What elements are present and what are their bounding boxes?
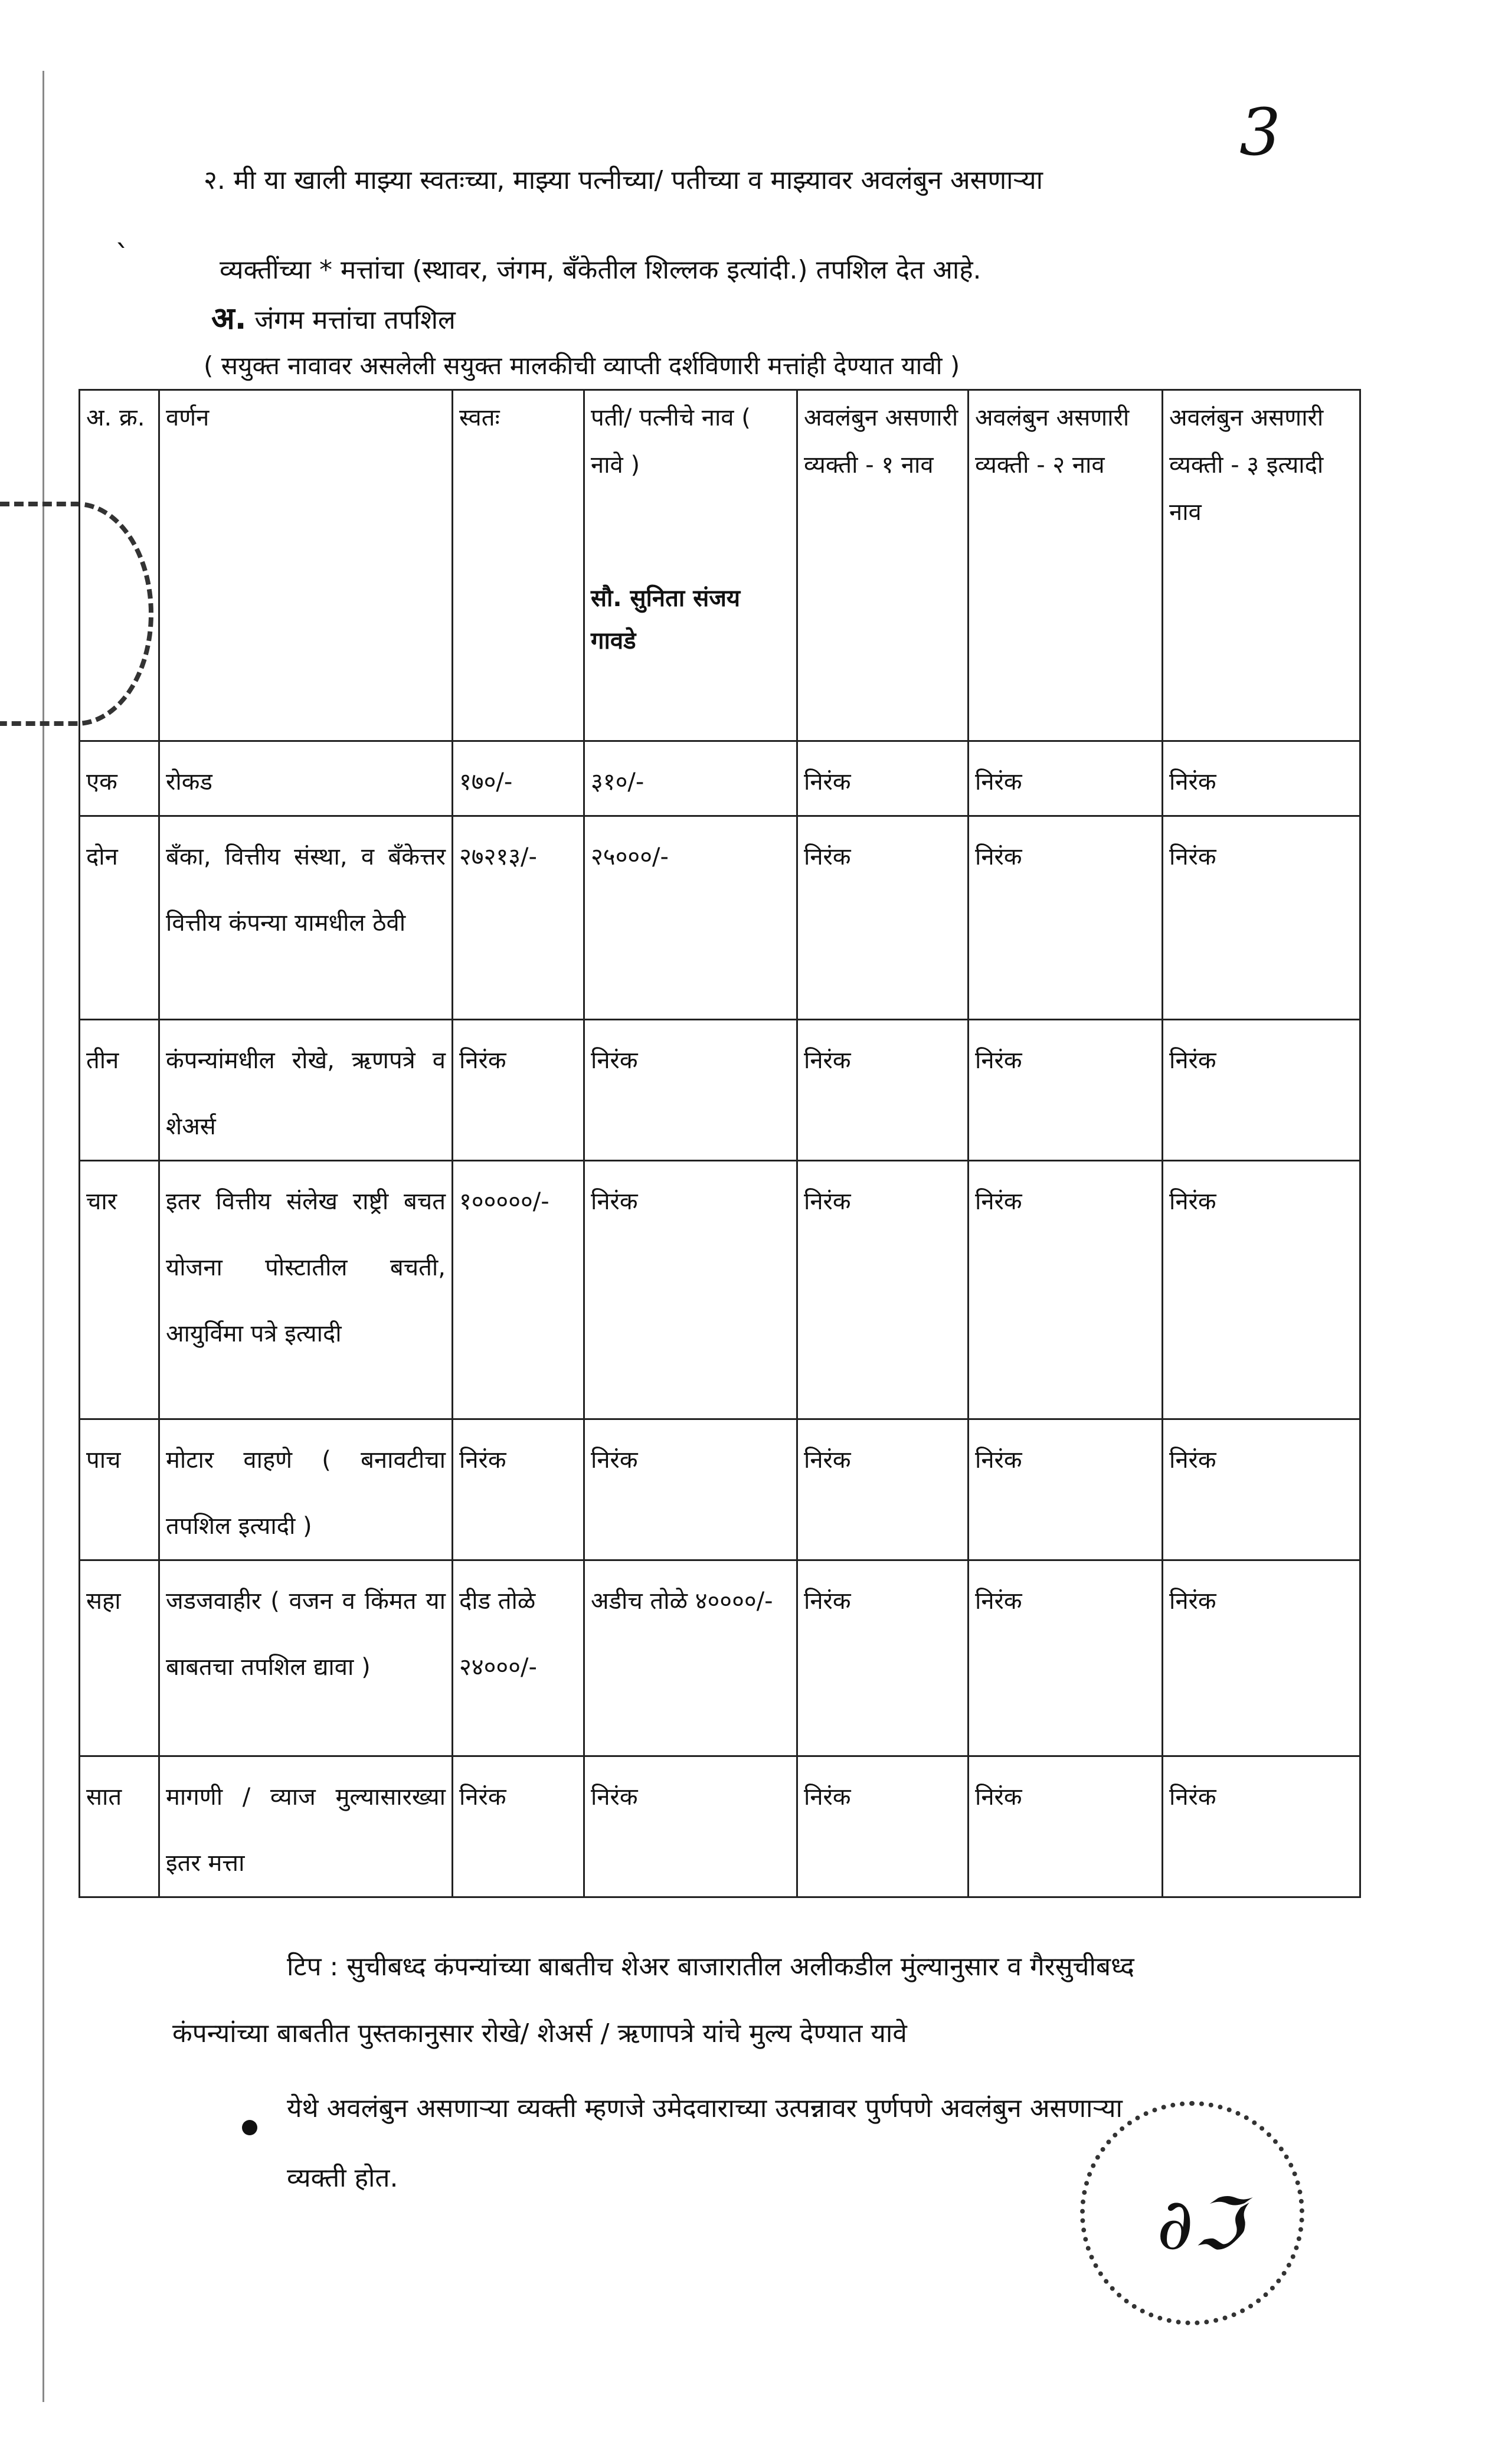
cell-description: मागणी / व्याज मुल्यासारख्या इतर मत्ता (159, 1756, 453, 1897)
section-heading-text: जंगम मत्तांचा तपशिल (254, 305, 456, 335)
table-row (80, 1161, 1360, 1419)
scan-margin-line (42, 71, 44, 2402)
spouse-name: सौ. सुनिता संजय गावडे (591, 585, 741, 655)
header-dependent-2: अवलंबुन असणारी व्यक्ती - २ नाव (969, 390, 1163, 741)
cell-dependent-3: निरंक (1163, 1560, 1360, 1756)
header-serial: अ. क्र. (80, 390, 159, 741)
cell-dependent-1: निरंक (797, 741, 969, 816)
cell-description: जडजवाहीर ( वजन व किंमत या बाबतचा तपशिल द्यावा ) (159, 1560, 453, 1756)
cell-self: निरंक (453, 1756, 584, 1897)
cell-dependent-2: निरंक (969, 816, 1163, 1020)
cell-dependent-3: निरंक (1163, 1756, 1360, 1897)
table-header-row (80, 390, 1360, 741)
tip-line-2: कंपन्यांच्या बाबतीत पुस्तकानुसार रोखे/ शेअर्स / ऋणापत्रे यांचे मुल्य देण्यात यावे (172, 2018, 907, 2049)
cell-dependent-2: निरंक (969, 1560, 1163, 1756)
table-row (80, 1419, 1360, 1560)
cell-description: मोटार वाहणे ( बनावटीचा तपशिल इत्यादी ) (159, 1419, 453, 1560)
header-spouse (584, 390, 797, 741)
cell-dependent-2: निरंक (969, 1419, 1163, 1560)
cell-serial: एक (80, 741, 159, 816)
section-heading-prefix: अ. (211, 301, 247, 336)
header-self: स्वतः (453, 390, 584, 741)
cell-description: बँका, वित्तीय संस्था, व बँकेत्तर वित्तीय कंपन्या यामधील ठेवी (159, 816, 453, 1020)
cell-spouse: निरंक (584, 1161, 797, 1419)
section-heading (211, 302, 1097, 337)
cell-spouse: निरंक (584, 1419, 797, 1560)
table-row (80, 1756, 1360, 1897)
cell-dependent-1: निरंक (797, 1020, 969, 1161)
cell-dependent-1: निरंक (797, 1560, 969, 1756)
cell-dependent-1: निरंक (797, 816, 969, 1020)
cell-serial: तीन (80, 1020, 159, 1161)
signature: ∂ℑ (1157, 2184, 1243, 2266)
cell-serial: दोन (80, 816, 159, 1020)
cell-dependent-3: निरंक (1163, 816, 1360, 1020)
cell-spouse: निरंक (584, 1020, 797, 1161)
cell-self: १७०/- (453, 741, 584, 816)
cell-self: १०००००/- (453, 1161, 584, 1419)
bullet-note-line-2: व्यक्ती होत. (287, 2163, 398, 2193)
cell-dependent-1: निरंक (797, 1756, 969, 1897)
cell-description: रोकड (159, 741, 453, 816)
bullet-icon (242, 2120, 257, 2135)
table-row (80, 1560, 1360, 1756)
intro-line-1: २. मी या खाली माझ्या स्वतःच्या, माझ्या पत्नीच्या/ पतीच्या व माझ्यावर अवलंबुन असणाऱ्या (204, 165, 1043, 195)
cell-dependent-1: निरंक (797, 1161, 969, 1419)
cell-dependent-2: निरंक (969, 741, 1163, 816)
cell-dependent-3: निरंक (1163, 1020, 1360, 1161)
joint-ownership-note: ( सयुक्त नावावर असलेली सयुक्त मालकीची व्याप्ती दर्शविणारी मत्तांही देण्यात यावी ) (204, 351, 960, 380)
cell-dependent-1: निरंक (797, 1419, 969, 1560)
header-description: वर्णन (159, 390, 453, 741)
cell-serial: चार (80, 1161, 159, 1419)
table-row (80, 741, 1360, 816)
cell-self: निरंक (453, 1419, 584, 1560)
header-dependent-1: अवलंबुन असणारी व्यक्ती - १ नाव (797, 390, 969, 741)
header-spouse-label: पती/ पत्नीचे नाव ( नावे ) (591, 404, 751, 479)
page-number: 3 (1239, 94, 1281, 170)
table-row (80, 816, 1360, 1020)
movable-assets-table (78, 389, 1361, 1898)
cell-self: निरंक (453, 1020, 584, 1161)
cell-dependent-3: निरंक (1163, 1161, 1360, 1419)
cell-serial: सहा (80, 1560, 159, 1756)
cell-dependent-3: निरंक (1163, 741, 1360, 816)
cell-description: इतर वित्तीय संलेख राष्ट्री बचत योजना पोस्टातील बचती, आयुर्विमा पत्रे इत्यादी (159, 1161, 453, 1419)
tick-mark: ` (115, 239, 130, 273)
cell-spouse: ३१०/- (584, 741, 797, 816)
cell-spouse: २५०००/- (584, 816, 797, 1020)
cell-spouse: निरंक (584, 1756, 797, 1897)
cell-dependent-2: निरंक (969, 1756, 1163, 1897)
table-row (80, 1020, 1360, 1161)
header-dependent-3: अवलंबुन असणारी व्यक्ती - ३ इत्यादी नाव (1163, 390, 1360, 741)
cell-dependent-2: निरंक (969, 1161, 1163, 1419)
cell-self: २७२१३/- (453, 816, 584, 1020)
intro-line-2: व्यक्तींच्या * मत्तांचा (स्थावर, जंगम, बँकेतील शिल्लक इत्यांदी.) तपशिल देत आहे. (220, 255, 981, 285)
cell-serial: सात (80, 1756, 159, 1897)
cell-self: दीड तोळे २४०००/- (453, 1560, 584, 1756)
cell-serial: पाच (80, 1419, 159, 1560)
bullet-note-line-1: येथे अवलंबुन असणाऱ्या व्यक्ती म्हणजे उमेदवाराच्या उत्पन्नावर पुर्णपणे अवलंबुन असणाऱ्या (287, 2093, 1123, 2123)
cell-dependent-2: निरंक (969, 1020, 1163, 1161)
cell-description: कंपन्यांमधील रोखे, ऋणपत्रे व शेअर्स (159, 1020, 453, 1161)
tip-line-1: टिप : सुचीबध्द कंपन्यांच्या बाबतीच शेअर बाजारातील अलीकडील मुंल्यानुसार व गैरसुचीबध्द (287, 1952, 1134, 1982)
cell-spouse: अडीच तोळे ४००००/- (584, 1560, 797, 1756)
cell-dependent-3: निरंक (1163, 1419, 1360, 1560)
